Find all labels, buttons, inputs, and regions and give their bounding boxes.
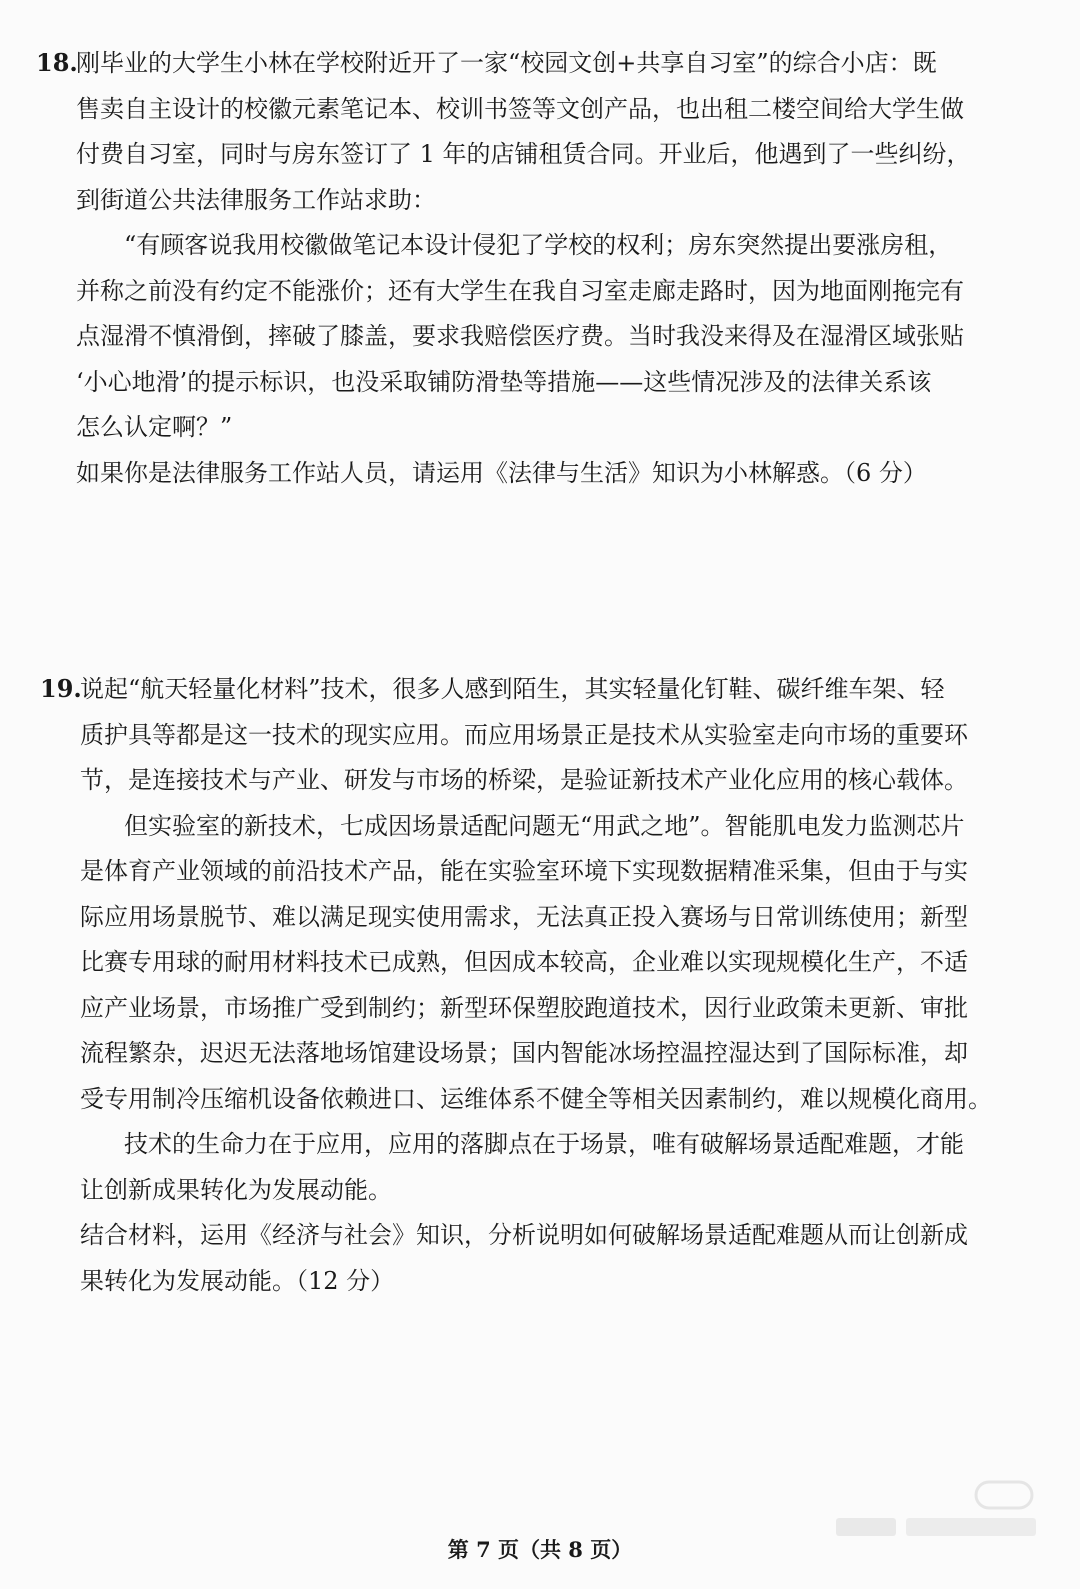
question-19-line-11: 技术的生命力在于应用，应用的落脚点在于场景，唯有破解场景适配难题，才能 — [124, 1130, 964, 1158]
question-18-prompt: 如果你是法律服务工作站人员，请运用《法律与生活》知识为小林解惑。（6 分） — [76, 458, 927, 487]
question-19-line-9: 流程繁杂，迟迟无法落地场馆建设场景；国内智能冰场控温控湿达到了国际标准，却 — [80, 1039, 968, 1067]
question-18-line-1 — [36, 40, 1036, 87]
question-18-number: 18. — [36, 48, 78, 77]
page-footer: 第 7 页（共 8 页） — [447, 1537, 633, 1562]
question-19-line-1 — [40, 666, 1040, 713]
question-18-line-8: ‘小心地滑’的提示标识，也没采取铺防滑垫等措施——这些情况涉及的法律关系该 — [76, 367, 932, 396]
question-19-line-8: 应产业场景，市场推广受到制约；新型环保塑胶跑道技术，因行业政策未更新、审批 — [80, 993, 968, 1022]
question-18-line-2: 售卖自主设计的校徽元素笔记本、校训书签等文创产品，也出租二楼空间给大学生做 — [76, 94, 964, 123]
question-19-line-10: 受专用制冷压缩机设备依赖进口、运维体系不健全等相关因素制约，难以规模化商用。 — [80, 1084, 992, 1113]
question-18-line-5: “有顾客说我用校徽做笔记本设计侵犯了学校的权利；房东突然提出要涨房租， — [124, 231, 953, 259]
question-18-line-4: 到街道公共法律服务工作站求助： — [76, 185, 436, 214]
question-18-line-3: 付费自习室，同时与房东签订了 1 年的店铺租赁合同。开业后，他遇到了一些纠纷， — [76, 140, 971, 168]
question-19-line-7: 比赛专用球的耐用材料技术已成熟，但因成本较高，企业难以实现规模化生产，不适 — [80, 948, 968, 976]
question-19-line-6: 际应用场景脱节、难以满足现实使用需求，无法真正投入赛场与日常训练使用；新型 — [80, 902, 968, 931]
question-19-number: 19. — [40, 674, 82, 703]
question-19-line-12: 让创新成果转化为发展动能。 — [80, 1175, 392, 1204]
question-18-text-1: 刚毕业的大学生小林在学校附近开了一家“校园文创+共享自习室”的综合小店：既 — [76, 49, 937, 77]
question-18-line-7: 点湿滑不慎滑倒，摔破了膝盖，要求我赔偿医疗费。当时我没来得及在湿滑区域张贴 — [76, 322, 964, 350]
question-19-text-1: 说起“航天轻量化材料”技术，很多人感到陌生，其实轻量化钉鞋、碳纤维车架、轻 — [80, 675, 945, 703]
question-19-prompt-1: 结合材料，运用《经济与社会》知识，分析说明如何破解场景适配难题从而让创新成 — [80, 1221, 968, 1249]
question-18-line-6: 并称之前没有约定不能涨价；还有大学生在我自习室走廊走路时，因为地面刚拖完有 — [76, 276, 964, 305]
question-19-line-4: 但实验室的新技术，七成因场景适配问题无“用武之地”。智能肌电发力监测芯片 — [124, 811, 965, 840]
question-19-line-5: 是体育产业领域的前沿技术产品，能在实验室环境下实现数据精准采集，但由于与实 — [80, 857, 968, 885]
question-19-line-3: 节，是连接技术与产业、研发与市场的桥梁，是验证新技术产业化应用的核心载体。 — [80, 766, 968, 794]
question-19-line-2: 质护具等都是这一技术的现实应用。而应用场景正是技术从实验室走向市场的重要环 — [80, 720, 968, 749]
question-19-prompt-2: 果转化为发展动能。（12 分） — [80, 1266, 395, 1295]
question-19 — [40, 666, 1040, 1304]
question-18 — [36, 40, 1036, 496]
question-18-line-9: 怎么认定啊？” — [76, 413, 233, 441]
